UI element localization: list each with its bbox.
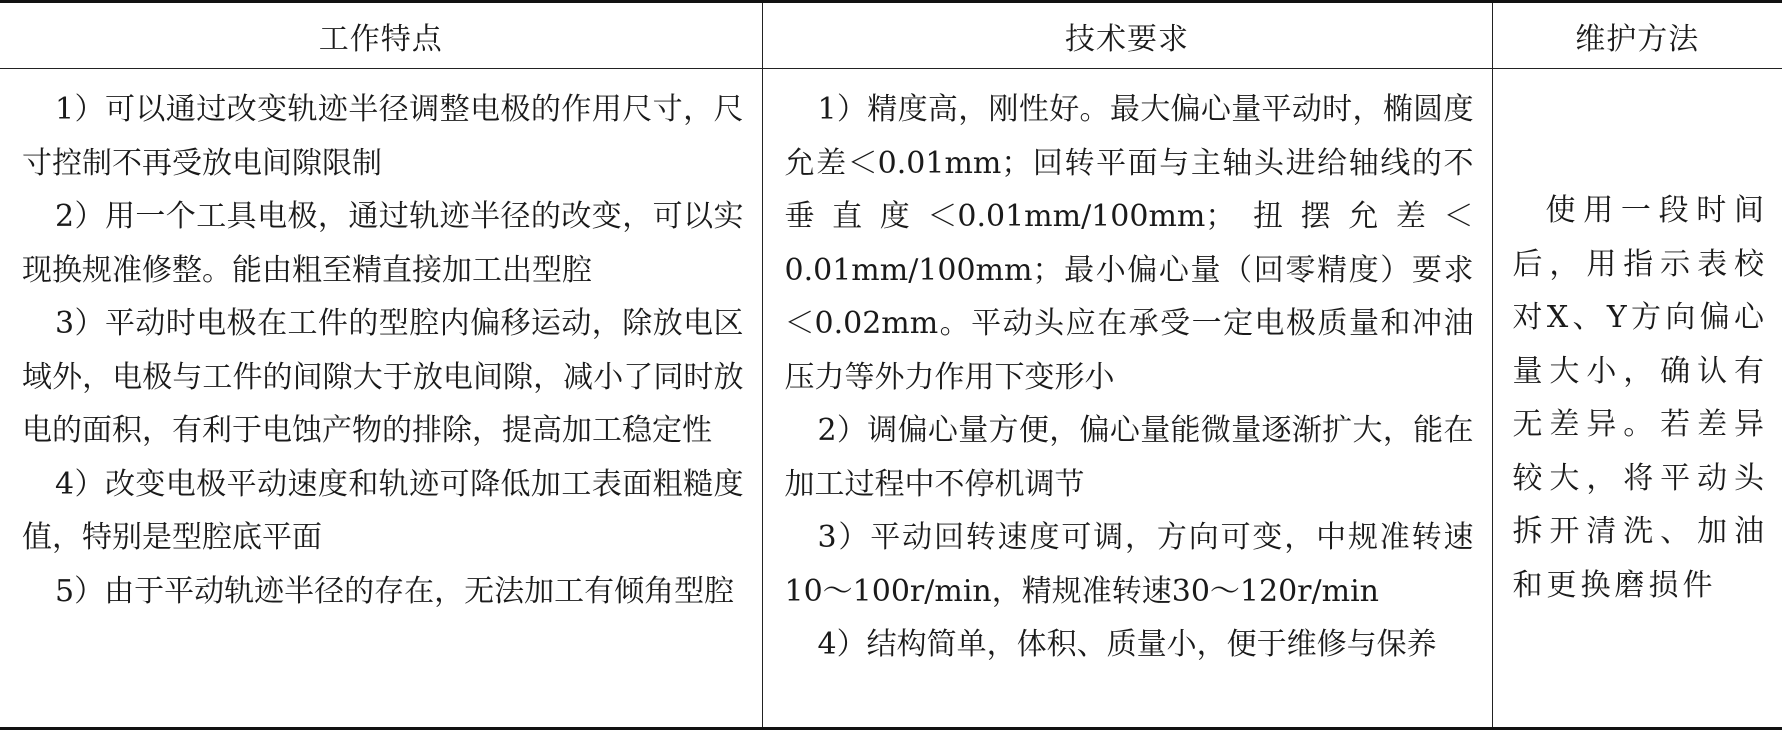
feature-item: 4）改变电极平动速度和轨迹可降低加工表面粗糙度值，特别是型腔底平面 xyxy=(22,466,744,555)
maintenance-text: 使用一段时间后，用指示表校对X、Y方向偏心量大小，确认有无差异。若差异较大，将平动头拆开清洗、加油和更换磨损件 xyxy=(1512,193,1768,603)
feature-item: 2）用一个工具电极，通过轨迹半径的改变，可以实现换规准修整。能由粗至精直接加工出型腔 xyxy=(22,199,744,288)
header-requirements: 技术要求 xyxy=(762,2,1492,69)
maintenance-cell xyxy=(1492,69,1782,729)
requirements-cell xyxy=(762,69,1492,729)
requirement-item: 2）调偏心量方便，偏心量能微量逐渐扩大，能在加工过程中不停机调节 xyxy=(784,413,1474,502)
table-row xyxy=(0,69,1782,729)
features-cell xyxy=(0,69,762,729)
requirement-item: 1）精度高，刚性好。最大偏心量平动时，椭圆度允差＜0.01mm；回转平面与主轴头进给轴线的不垂直度＜0.01mm/100mm；扭摆允差＜0.01mm/100mm；最小偏心量（回零精度）要求＜0.02mm。平动头应在承受一定电极质量和冲油压力等外力作用下变形小 xyxy=(784,92,1474,395)
feature-item: 3）平动时电极在工件的型腔内偏移运动，除放电区域外，电极与工件的间隙大于放电间隙，减小了同时放电的面积，有利于电蚀产物的排除，提高加工稳定性 xyxy=(22,306,744,448)
requirement-item: 4）结构简单，体积、质量小，便于维修与保养 xyxy=(817,627,1437,662)
table-header-row xyxy=(0,2,1782,69)
feature-item: 5）由于平动轨迹半径的存在，无法加工有倾角型腔 xyxy=(55,573,735,609)
header-features: 工作特点 xyxy=(0,2,762,69)
header-maintenance: 维护方法 xyxy=(1492,2,1782,69)
requirement-item: 3）平动回转速度可调，方向可变，中规准转速10～100r/min，精规准转速30～120r/min xyxy=(784,520,1474,609)
feature-item: 1）可以通过改变轨迹半径调整电极的作用尺寸，尺寸控制不再受放电间隙限制 xyxy=(22,92,744,181)
